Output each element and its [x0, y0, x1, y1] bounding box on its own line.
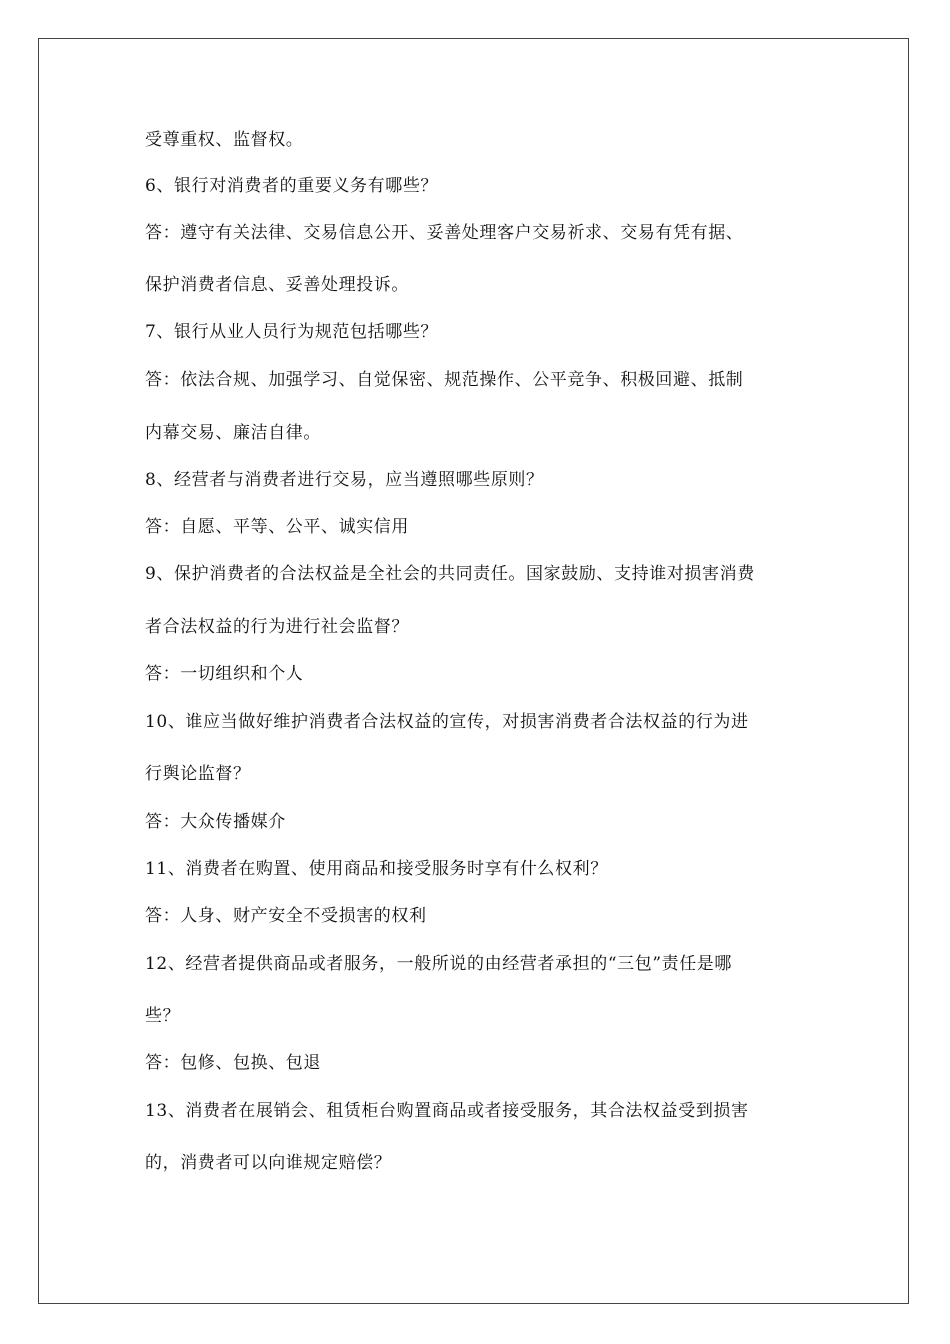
question-line: 8、经营者与消费者进行交易，应当遵照哪些原则？ [145, 470, 544, 490]
question-line: 12、经营者提供商品或者服务，一般所说的由经营者承担的“三包”责任是哪 [145, 954, 733, 974]
answer-line: 答：遵守有关法律、交易信息公开、妥善处理客户交易祈求、交易有凭有据、 [145, 223, 744, 243]
question-line: 9、保护消费者的合法权益是全社会的共同责任。国家鼓励、支持谁对损害消费 [145, 564, 755, 584]
question-line: 11、消费者在购置、使用商品和接受服务时享有什么权利？ [145, 859, 608, 879]
question-line: 13、消费者在展销会、租赁柜台购置商品或者接受服务，其合法权益受到损害 [145, 1101, 749, 1121]
answer-line: 答：自愿、平等、公平、诚实信用 [145, 517, 409, 537]
question-line: 6、银行对消费者的重要义务有哪些？ [145, 176, 439, 196]
answer-line: 答：大众传播媒介 [145, 812, 286, 832]
text-line: 受尊重权、监督权。 [145, 130, 304, 150]
question-line: 10、谁应当做好维护消费者合法权益的宣传，对损害消费者合法权益的行为进 [145, 712, 749, 732]
text-line: 行舆论监督？ [145, 764, 251, 784]
text-line: 保护消费者信息、妥善处理投诉。 [145, 275, 409, 295]
answer-line: 答：依法合规、加强学习、自觉保密、规范操作、公平竞争、积极回避、抵制 [145, 370, 744, 390]
text-line: 的，消费者可以向谁规定赔偿？ [145, 1153, 392, 1173]
text-line: 者合法权益的行为进行社会监督？ [145, 617, 409, 637]
text-line: 内幕交易、廉洁自律。 [145, 423, 321, 443]
answer-line: 答：一切组织和个人 [145, 664, 304, 684]
answer-line: 答：包修、包换、包退 [145, 1053, 321, 1073]
text-line: 些？ [145, 1006, 181, 1026]
question-line: 7、银行从业人员行为规范包括哪些？ [145, 322, 439, 342]
answer-line: 答：人身、财产安全不受损害的权利 [145, 906, 427, 926]
